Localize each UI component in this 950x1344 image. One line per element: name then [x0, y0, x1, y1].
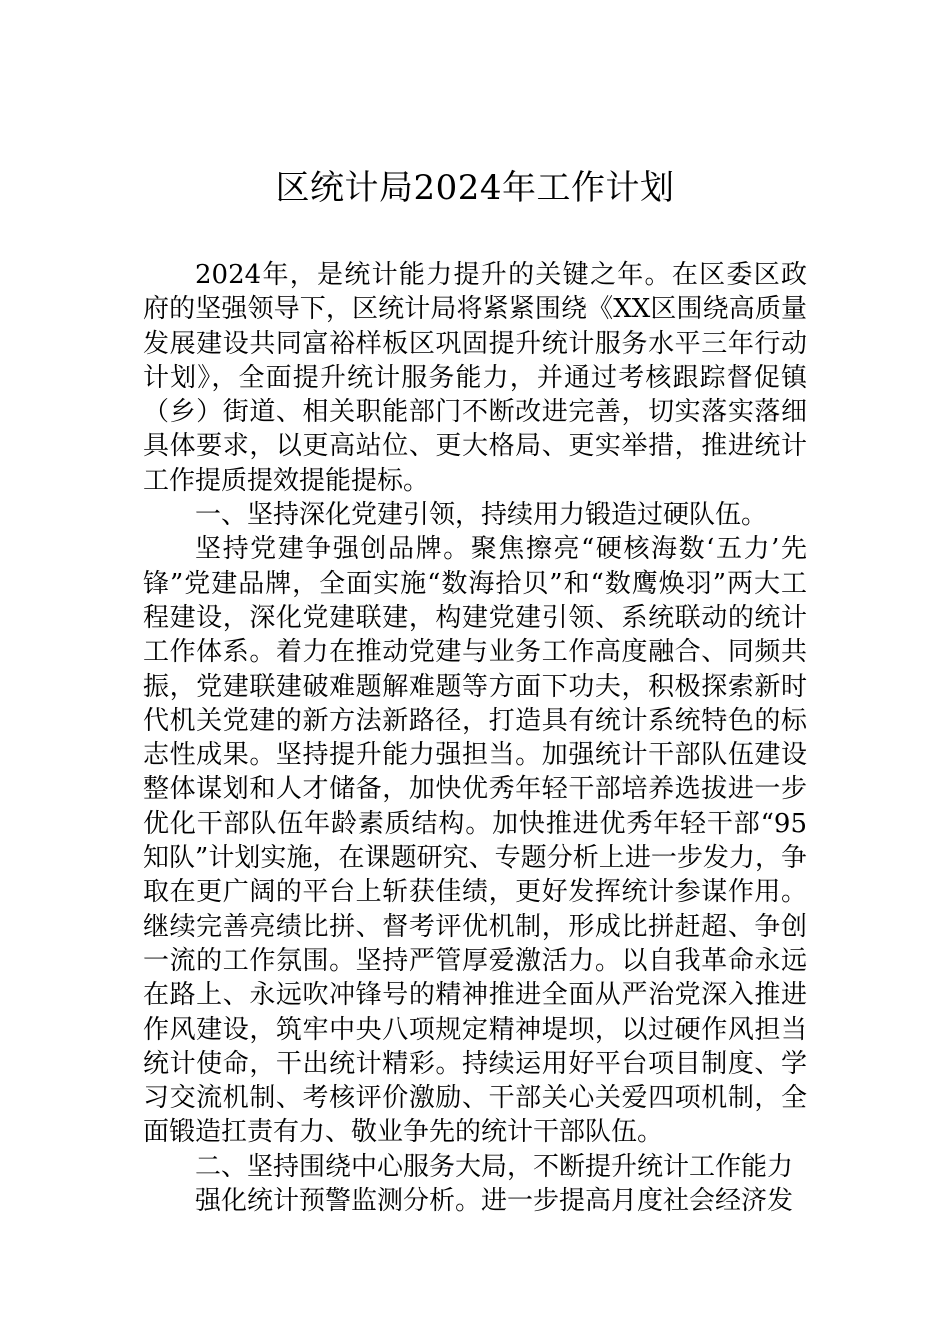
section-1-paragraph: 坚持党建争强创品牌。聚焦擦亮“硬核海数‘五力’先锋”党建品牌，全面实施“数海拾贝”和“数鹰焕羽”两大工程建设，深化党建联建，构建党建引领、系统联动的统计工作体系。着力在推动党建与业务工作高度融合、同频共振，党建联建破难题解难题等方面下功夫，积极探索新时代机关党建的新方法新路径，打造具有统计系统特色的标志性成果。坚持提升能力强担当。加强统计干部队伍建设整体谋划和人才储备，加快优秀年轻干部培养选拔进一步优化干部队伍年龄素质结构。加快推进优秀年轻干部“95知队”计划实施，在课题研究、专题分析上进一步发力，争取在更广阔的平台上斩获佳绩，更好发挥统计参谋作用。继续完善亮绩比拼、督考评优机制，形成比拼赶超、争创一流的工作氛围。坚持严管厚爱激活力。以自我革命永远在路上、永远吹冲锋号的精神推进全面从严治党深入推进作风建设，筑牢中央八项规定精神堤坝，以过硬作风担当统计使命，干出统计精彩。持续运用好平台项目制度、学习交流机制、考核评价激励、干部关心关爱四项机制，全面锻造扛责有力、敬业争先的统计干部队伍。: [143, 534, 807, 1148]
section-heading-2: 二、坚持围绕中心服务大局，不断提升统计工作能力: [195, 1151, 794, 1182]
page-title: 区统计局2024年工作计划: [275, 168, 675, 208]
intro-paragraph: 2024年，是统计能力提升的关键之年。在区委区政府的坚强领导下，区统计局将紧紧围绕《XX区围绕高质量发展建设共同富裕样板区巩固提升统计服务水平三年行动计划》，全面提升统计服务能力，并通过考核跟踪督促镇（乡）街道、相关职能部门不断改进完善，切实落实落细具体要求，以更高站位、更大格局、更实举措，推进统计工作提质提效提能提标。: [143, 260, 807, 496]
section-heading-1: 一、坚持深化党建引领，持续用力锻造过硬队伍。: [195, 500, 768, 531]
document-body: [143, 258, 807, 1218]
section-2-paragraph: 强化统计预警监测分析。进一步提高月度社会经济发: [195, 1186, 794, 1217]
